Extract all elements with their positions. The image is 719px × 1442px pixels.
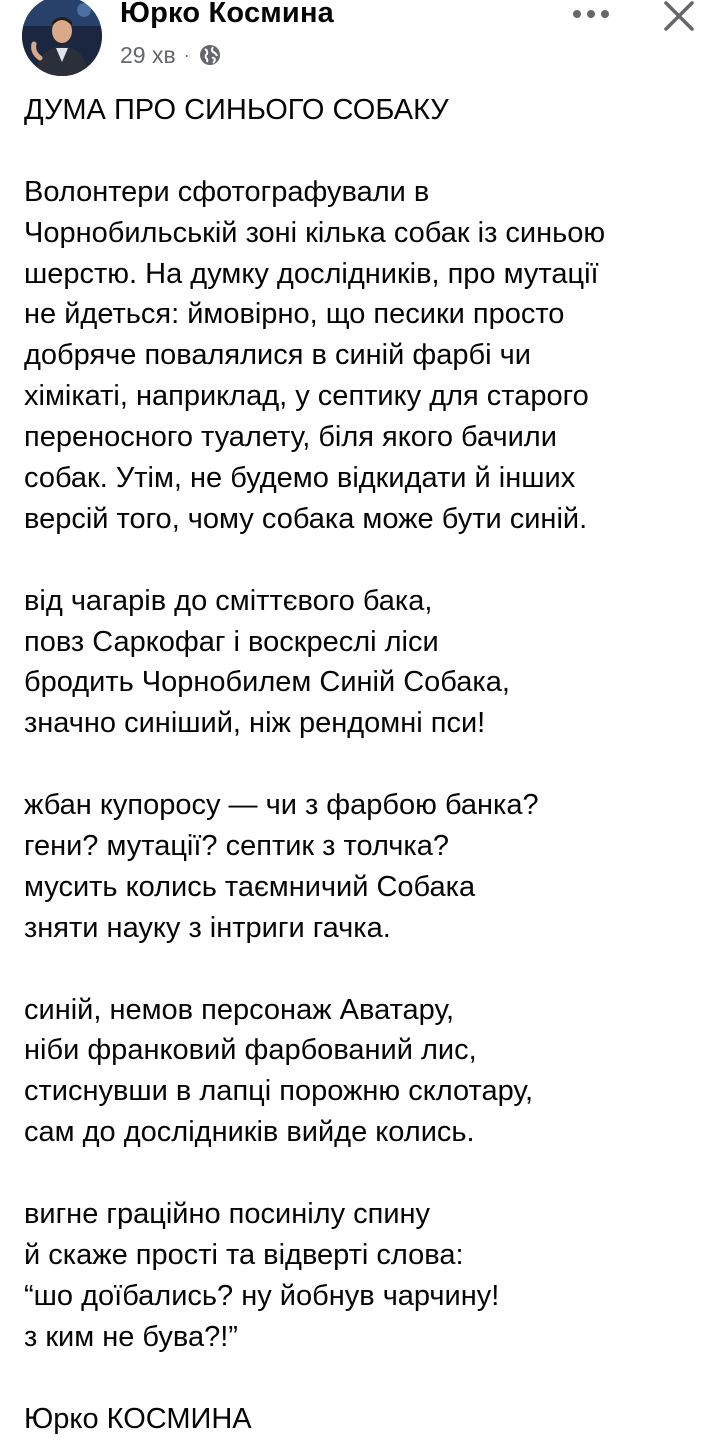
- signature-line: Юрко КОСМИНА: [24, 1402, 252, 1435]
- post-text-line: Чорнобильській зоні кілька собак із синьою: [24, 216, 606, 249]
- paragraph-gap: [24, 1153, 714, 1194]
- paragraph-gap: [24, 131, 714, 172]
- post-text: [24, 90, 714, 1439]
- post-text-line: гени? мутації? септик з толчка?: [24, 830, 449, 863]
- post-text-line: зняти науку з інтриги гачка.: [24, 911, 391, 944]
- close-button[interactable]: [656, 0, 702, 36]
- post-text-line: переносного туалету, біля якого бачили: [24, 421, 557, 454]
- paragraph-gap: [24, 744, 714, 785]
- post-text-line: “шо доїбались? ну йобнув чарчину!: [24, 1279, 500, 1312]
- post-text-line: Волонтери сфотографували в: [24, 175, 430, 208]
- post-text-line: мусить колись таємничий Собака: [24, 870, 476, 903]
- more-horizontal-icon: [569, 8, 613, 20]
- post-text-line: вигне граційно посинілу спину: [24, 1198, 431, 1231]
- post-text-line: й скаже прості та відверті слова:: [24, 1238, 464, 1271]
- more-options-button[interactable]: [566, 0, 616, 28]
- author-name[interactable]: Юрко Космина: [120, 0, 335, 29]
- post-text-line: жбан купоросу — чи з фарбою банка?: [24, 789, 539, 822]
- avatar-image: [22, 0, 102, 76]
- post-text-line: значно синіший, ніж рендомні пси!: [24, 707, 486, 740]
- post-text-line: синій, немов персонаж Аватару,: [24, 993, 455, 1026]
- post-text-line: від чагарів до сміттєвого бака,: [24, 584, 433, 617]
- post-text-line: бродить Чорнобилем Синій Собака,: [24, 666, 510, 699]
- post-text-line: повз Саркофаг і воскреслі ліси: [24, 625, 439, 658]
- post-text-line: з ким не бува?!”: [24, 1320, 238, 1353]
- post-meta: [120, 40, 222, 70]
- post-text-line: собак. Утім, не будемо відкидати й інших: [24, 462, 576, 495]
- post-header: [0, 0, 719, 80]
- post-title-line: ДУМА ПРО СИНЬОГО СОБАКУ: [24, 94, 449, 126]
- post-time[interactable]: 29 хв: [120, 41, 176, 68]
- globe-icon: [198, 43, 222, 67]
- paragraph-gap: [24, 1358, 714, 1399]
- post-text-line: хімікаті, наприклад, у септику для старого: [24, 380, 589, 413]
- post-text-line: добряче повалялися в синій фарбі чи: [24, 339, 531, 372]
- paragraph-gap: [24, 949, 714, 990]
- avatar[interactable]: [22, 0, 102, 76]
- post-text-line: стиснувши в лапці порожню склотару,: [24, 1075, 534, 1108]
- post-text-line: сам до дослідників вийде колись.: [24, 1116, 475, 1149]
- post-text-line: версій того, чому собака може бути синій.: [24, 502, 588, 535]
- close-icon: [662, 0, 696, 33]
- post-text-line: ніби франковий фарбований лис,: [24, 1034, 477, 1067]
- post-text-line: не йдеться: ймовірно, що песики просто: [24, 298, 565, 331]
- paragraph-gap: [24, 540, 714, 581]
- post-text-line: шерстю. На думку дослідників, про мутації: [24, 257, 599, 290]
- time-separator: ·: [183, 44, 190, 65]
